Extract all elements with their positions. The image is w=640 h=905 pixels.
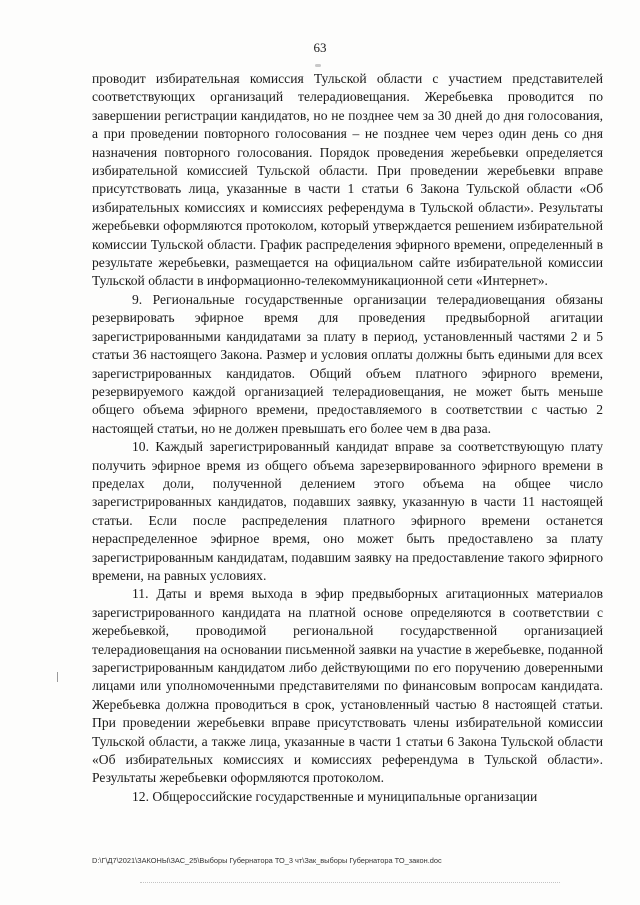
page-number: 63 (313, 40, 327, 55)
document-body (92, 70, 603, 806)
paragraph-part-9: 9. Региональные государственные организации телерадиовещания обязаны резервировать эфирное время для проведения предвыборной агитации зарегистрированными кандидатами за плату в период, установленный частями 2 и 5 статьи 36 настоящего Закона. Размер и условия оплаты должны быть едиными для всех зарегистрированных кандидатов. Общий объем платного эфирного времени, резервируемого каждой организацией телерадиовещания, не может быть меньше общего объема эфирного времени, предоставляемого в соответствии с частью 2 настоящей статьи, но не должен превышать его более чем в два раза. (92, 291, 603, 436)
paragraph-part-11: 11. Даты и время выхода в эфир предвыборных агитационных материалов зарегистрированного кандидата на платной основе определяются в соответствии с жеребьевкой, проводимой региональной государственной организацией телерадиовещания на основании письменной заявки на участие в жеребьевке, поданной зарегистрированным кандидатом либо действующими по его поручению доверенными лицами или уполномоченными представителями по финансовым вопросам кандидата. Жеребьевка должна проводиться в срок, установленный частью 8 настоящей статьи. При проведении жеребьевки вправе присутствовать члены избирательной комиссии Тульской области, а также лица, указанные в части 1 статьи 6 Закона Тульской области «Об избирательных комиссиях и комиссиях референдума в Тульской области». Результаты жеребьевки оформляются протоколом. (92, 586, 603, 786)
footer-file-path: D:\Г\Д7\2021\ЗАКОНЫ\ЗАС_25\Выборы Губернатора ТО_3 чт\Зак_выборы Губернатора ТО_закон.doc (92, 856, 442, 865)
margin-mark (57, 672, 64, 682)
paragraph-part-10: 10. Каждый зарегистрированный кандидат вправе за соответствующую плату получить эфирное время из общего объема зарезервированного эфирного времени в пределах доли, полученной делением этого объема на общее число зарегистрированных кандидатов, подавших заявку, указанную в части 11 настоящей статьи. Если после распределения платного эфирного времени останется нераспределенное эфирное время, оно может быть предоставлено за плату зарегистрированным кандидатам, подавшим заявку на предоставление такого эфирного времени, на равных условиях. (92, 439, 603, 583)
scan-edge-noise (140, 882, 560, 883)
paragraph-continuation: проводит избирательная комиссия Тульской области с участием представителей соответствующих организаций телерадиовещания. Жеребьевка проводится по завершении регистрации кандидатов, но не позднее чем за 30 дней до дня голосования, а при проведении повторного голосования – не позднее чем через один день со дня назначения повторного голосования. Порядок проведения жеребьевки определяется избирательной комиссией Тульской области. При проведении жеребьевки вправе присутствовать лица, указанные в части 1 статьи 6 Закона Тульской области «Об избирательных комиссиях и комиссиях референдума в Тульской области». Результаты жеребьевки оформляются протоколом, который утверждается решением избирательной комиссии Тульской области. График распределения эфирного времени, определенный в результате жеребьевки, размещается на официальном сайте избирательной комиссии Тульской области в информационно-телекоммуникационной сети «Интернет». (92, 71, 603, 289)
scan-speck (315, 64, 321, 67)
paragraph-part-12: 12. Общероссийские государственные и муниципальные организации (132, 788, 538, 804)
